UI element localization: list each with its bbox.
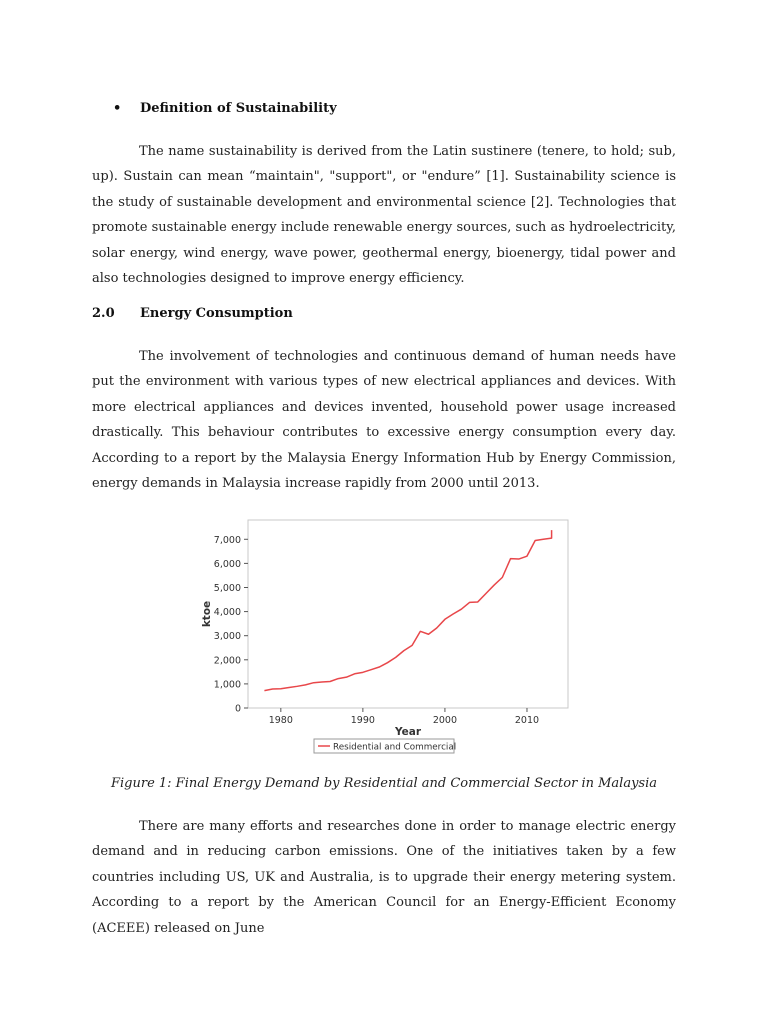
y-axis-label: ktoe [201,600,213,628]
paragraph-efforts-block [92,814,676,941]
y-tick-label: 4,000 [213,607,241,619]
x-axis-label: Year [394,726,422,738]
y-tick-label: 6,000 [213,558,241,570]
paragraph-energy-block [92,344,676,496]
section-number: 2.0 [92,306,115,321]
legend-label: Residential and Commercial [333,742,457,753]
section-heading-sustainability [113,101,337,116]
energy-demand-chart [196,510,578,760]
paragraph-energy-consumption: The involvement of technologies and continuous demand of human needs have put the environment with various types of new electrical appliances and devices. With more electrical appliances and devices invented, household power usage increased drastically. This behaviour contributes to excessive energy consumption every day. According to a report by the Malaysia Energy Information Hub by Energy Commission, energy demands in Malaysia increase rapidly from 2000 until 2013. [92,349,676,492]
y-tick-label: 7,000 [213,534,241,546]
section-title: Definition of Sustainability [140,101,337,116]
y-tick-label: 3,000 [213,631,241,643]
figure-caption: Figure 1: Final Energy Demand by Residential and Commercial Sector in Malaysia [110,776,658,791]
y-tick-label: 2,000 [213,655,241,667]
plot-area [248,520,568,708]
x-tick-label: 1990 [350,715,375,726]
section-heading-energy-consumption [92,306,293,321]
section-title: Energy Consumption [140,306,293,321]
x-tick-label: 1980 [268,715,293,726]
chart-svg [196,510,578,760]
y-tick-label: 0 [234,703,241,715]
bullet-icon: • [113,101,122,116]
paragraph-efforts: There are many efforts and researches done in order to manage electric energy demand and in reducing carbon emissions. One of the initiatives taken by a few countries including US, UK and Australia, is to upgrade their energy metering system. According to a report by the American Council for an Energy-Efficient Economy (ACEEE) released on June [92,819,676,936]
paragraph-sustainability: The name sustainability is derived from the Latin sustinere (tenere, to hold; sub, up). Sustain can mean “maintain", "support", or "endure” [1]. Sustainability science is the study of sustainable development and environmental science [2]. Technologies that promote sustainable energy include renewable energy sources, such as hydroelectricity, solar energy, wind energy, wave power, geothermal energy, bioenergy, tidal power and also technologies designed to improve energy efficiency. [92,144,676,287]
y-tick-label: 5,000 [213,582,241,594]
x-tick-label: 2010 [514,715,540,726]
paragraph-sustainability-block [92,139,676,291]
x-tick-label: 2000 [432,715,458,726]
y-tick-label: 1,000 [213,679,241,691]
